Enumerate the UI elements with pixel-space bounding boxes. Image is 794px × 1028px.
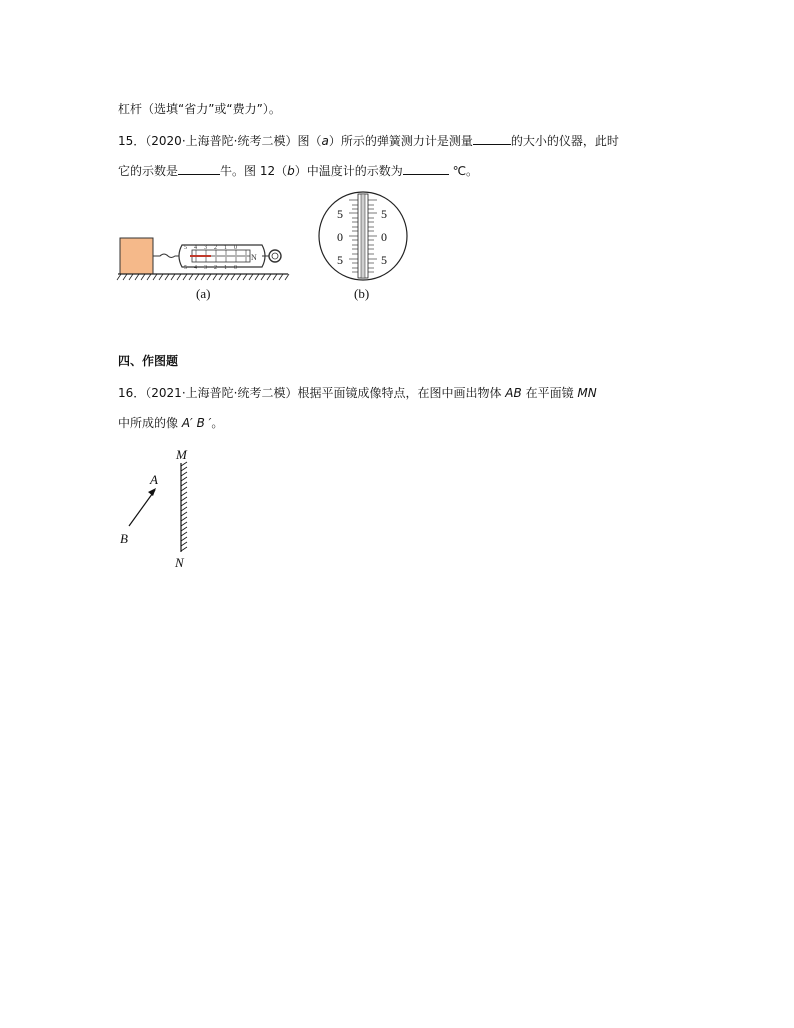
scale-ring-inner bbox=[272, 253, 278, 259]
ground-hatch bbox=[117, 274, 289, 280]
q15-text: 它的示数是 bbox=[118, 164, 179, 178]
q15-text: ℃。 bbox=[452, 164, 479, 178]
q16-line2 bbox=[118, 415, 223, 431]
label-M: M bbox=[176, 447, 187, 462]
scale-num: 4 bbox=[194, 265, 197, 271]
q15-text: 牛。图 12（ bbox=[220, 164, 288, 178]
q16-figure bbox=[120, 447, 188, 570]
q15-source: （2020·上海普陀·统考二模） bbox=[145, 134, 298, 148]
q15-italic-a: a bbox=[321, 134, 329, 148]
q16-image-name: A′ B ′ bbox=[181, 416, 212, 430]
object-AB-arrow bbox=[129, 490, 155, 526]
thermo-label: 5 bbox=[381, 207, 387, 221]
thermo-liquid bbox=[361, 194, 365, 278]
label-B: B bbox=[120, 531, 128, 546]
thermo-labels-right bbox=[381, 207, 387, 267]
label-N: N bbox=[175, 555, 184, 570]
q15-text: 的大小的仪器，此时 bbox=[510, 134, 619, 148]
q15-number: 15． bbox=[118, 134, 146, 148]
q15-text: ）中温度计的示数为 bbox=[294, 164, 403, 178]
q16-source: （2021·上海普陀·统考二模） bbox=[145, 386, 298, 400]
thermo-label: 5 bbox=[337, 253, 343, 267]
thermo-label: 0 bbox=[337, 230, 343, 244]
arrow-head bbox=[148, 488, 156, 496]
q16-mirror: MN bbox=[577, 386, 597, 400]
q15-text: 图（ bbox=[297, 134, 322, 148]
q16-number: 16． bbox=[118, 386, 146, 400]
thermo-labels-left bbox=[337, 207, 343, 267]
scale-num: 5 bbox=[184, 245, 187, 251]
figure-b bbox=[319, 192, 407, 301]
scale-num: 0 bbox=[234, 245, 237, 251]
q16-text: 根据平面镜成像特点，在图中画出物体 bbox=[297, 386, 502, 400]
scale-num: 1 bbox=[224, 265, 227, 271]
scale-unit-label: N bbox=[251, 253, 257, 262]
q16-line1 bbox=[118, 385, 597, 401]
mirror-hatch bbox=[181, 462, 187, 551]
q15-italic-b: b bbox=[287, 164, 295, 178]
thermo-label: 5 bbox=[381, 253, 387, 267]
scale-num: 0 bbox=[234, 265, 237, 271]
thermo-label: 5 bbox=[337, 207, 343, 221]
scale-num: 2 bbox=[214, 245, 217, 251]
fig-b-caption: (b) bbox=[354, 286, 370, 301]
scale-num: 2 bbox=[214, 265, 217, 271]
figure-a bbox=[117, 238, 289, 301]
scale-hook bbox=[153, 254, 182, 258]
q14-tail-text: 杠杆（选填“省力”或“费力”）。 bbox=[118, 102, 281, 116]
scale-num: 3 bbox=[204, 245, 207, 251]
q16-text: 中所成的像 bbox=[118, 416, 179, 430]
q15-text: ）所示的弹簧测力计是测量 bbox=[328, 134, 473, 148]
scale-num: 5 bbox=[184, 265, 187, 271]
label-A: A bbox=[150, 472, 158, 487]
section-4-heading: 四、作图题 bbox=[118, 354, 179, 368]
scale-num: 3 bbox=[204, 265, 207, 271]
block bbox=[120, 238, 153, 274]
q16-text: 在平面镜 bbox=[525, 386, 574, 400]
thermo-label: 0 bbox=[381, 230, 387, 244]
q16-text: 。 bbox=[211, 416, 224, 430]
q16-object: AB bbox=[505, 386, 522, 400]
fig-a-caption: (a) bbox=[196, 286, 211, 301]
scale-num: 4 bbox=[194, 245, 197, 251]
scale-num: 1 bbox=[224, 245, 227, 251]
